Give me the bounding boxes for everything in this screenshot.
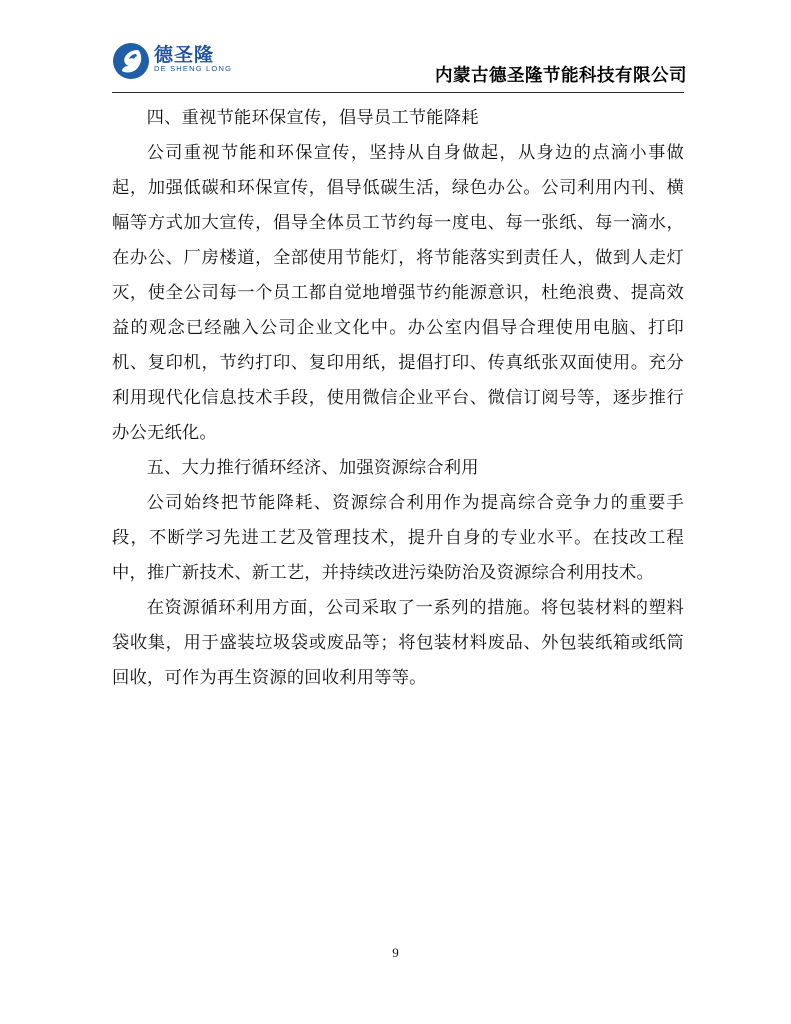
company-logo bbox=[112, 40, 242, 84]
section-5-body-1: 公司始终把节能降耗、资源综合利用作为提高综合竞争力的重要手段，不断学习先进工艺及管理技术，提升自身的专业水平。在技改工程中，推广新技术、新工艺，并持续改进污染防治及资源综合利用技术。 bbox=[112, 493, 684, 582]
header-divider bbox=[112, 92, 684, 93]
page-number: 9 bbox=[392, 945, 399, 960]
company-name-heading: 内蒙古德圣隆节能科技有限公司 bbox=[435, 65, 687, 85]
page-header bbox=[0, 0, 791, 92]
logo-text-english: DE SHENG LONG bbox=[154, 64, 233, 73]
dragon-logo-icon bbox=[112, 42, 150, 80]
document-body bbox=[112, 100, 684, 695]
section-5-heading: 五、大力推行循环经济、加强资源综合利用 bbox=[146, 458, 479, 477]
section-4-body: 公司重视节能和环保宣传，坚持从自身做起，从身边的点滴小事做起，加强低碳和环保宣传，倡导低碳生活，绿色办公。公司利用内刊、横幅等方式加大宣传，倡导全体员工节约每一度电、每一张纸、每一滴水，在办公、厂房楼道，全部使用节能灯，将节能落实到责任人，做到人走灯灭，使全公司每一个员工都自觉地增强节约能源意识，杜绝浪费、提高效益的观念已经融入公司企业文化中。办公室内倡导合理使用电脑、打印机、复印机，节约打印、复印用纸，提倡打印、传真纸张双面使用。充分利用现代化信息技术手段，使用微信企业平台、微信订阅号等，逐步推行办公无纸化。 bbox=[112, 143, 684, 442]
section-5-body-2: 在资源循环利用方面，公司采取了一系列的措施。将包装材料的塑料袋收集，用于盛装垃圾袋或废品等；将包装材料废品、外包装纸箱或纸筒回收，可作为再生资源的回收利用等等。 bbox=[112, 598, 684, 687]
section-4-heading: 四、重视节能环保宣传，倡导员工节能降耗 bbox=[146, 108, 479, 127]
logo-text-chinese: 德圣隆 bbox=[154, 45, 215, 66]
